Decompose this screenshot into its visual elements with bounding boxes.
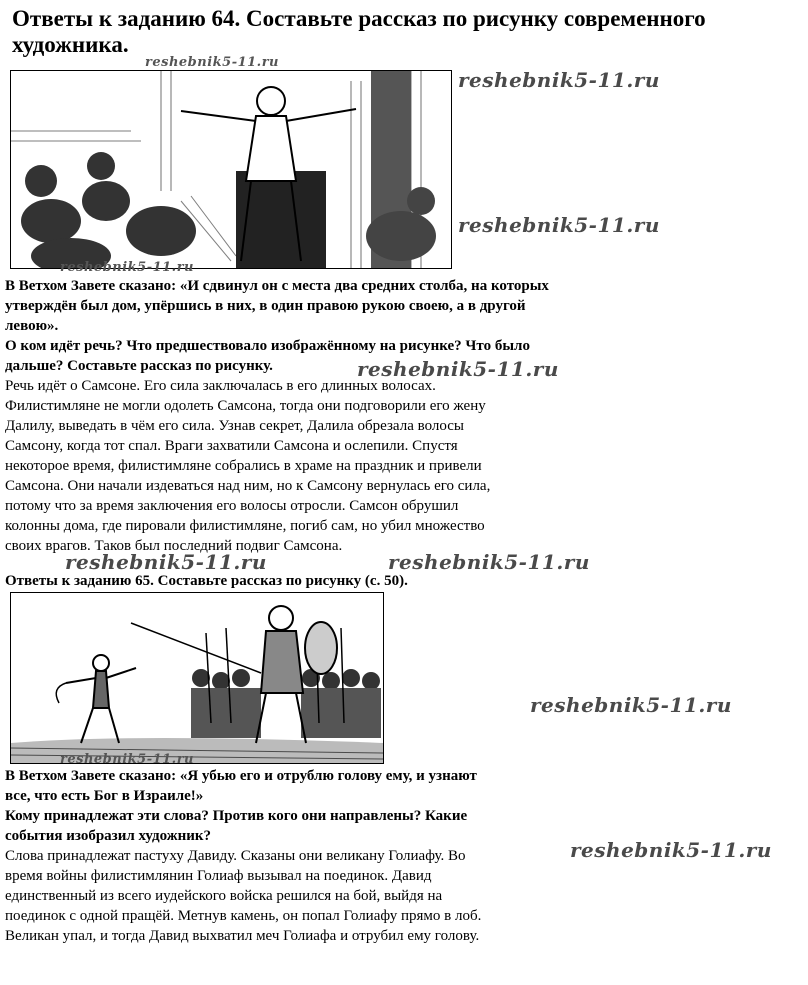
answer-line: некоторое время, филистимляне собрались в храме на праздник и привели (5, 458, 482, 474)
task64-questions: О ком идёт речь? Что предшествовало изображённому на рисунке? Что было дальше? Составьте рассказ по рисунку. (5, 338, 530, 374)
samson-illustration (10, 70, 452, 269)
task65-heading: Ответы к заданию 65. Составьте рассказ по рисунку (с. 50). (5, 573, 408, 589)
question-line: события изобразил художник? (5, 828, 212, 844)
watermark: reshebnik5-11.ru (357, 357, 559, 381)
answer-line: Самсона. Они начали издеваться над ним, но к Самсону вернулась его сила, (5, 478, 491, 494)
david-goliath-illustration (10, 592, 384, 764)
answer-line: Далилу, выведать в чём его сила. Узнав секрет, Далила обрезала волосы (5, 418, 464, 434)
david-goliath-drawing (11, 593, 383, 763)
watermark: reshebnik5-11.ru (60, 260, 195, 275)
watermark: reshebnik5-11.ru (458, 68, 660, 92)
page-title: Ответы к заданию 64. Составьте рассказ по рисунку современного художника. (12, 6, 706, 57)
answer-line: поединок с одной пращёй. Метнув камень, он попал Голиафу прямо в лоб. (5, 908, 482, 924)
task65-questions (5, 806, 565, 846)
samson-drawing (11, 71, 451, 268)
watermark: reshebnik5-11.ru (65, 550, 267, 574)
watermark: reshebnik5-11.ru (458, 213, 660, 237)
answer-line: Речь идёт о Самсоне. Его сила заключалась в его длинных волосах. (5, 378, 436, 394)
answer-line: колонны дома, где пировали филистимляне, погиб сам, но убил множество (5, 518, 485, 534)
answer-line: Филистимляне не могли одолеть Самсона, тогда они подговорили его жену (5, 398, 486, 414)
task65-answer (5, 846, 565, 946)
watermark: reshebnik5-11.ru (530, 693, 732, 717)
task64-quote: В Ветхом Завете сказано: «И сдвинул он с места два средних столба, на которых утверждён был дом, упёршись в них, в один правою рукою своею, а в другой левою». (5, 278, 549, 334)
watermark: reshebnik5-11.ru (145, 55, 280, 70)
watermark: reshebnik5-11.ru (60, 752, 195, 767)
task65-quote (5, 766, 565, 806)
answer-line: время войны филистимлянин Голиаф вызывал на поединок. Давид (5, 868, 432, 884)
answer-line: Самсону, когда тот спал. Враги захватили Самсона и ослепили. Спустя (5, 438, 458, 454)
watermark: reshebnik5-11.ru (570, 838, 772, 862)
answer-line: единственный из всего иудейского войска решился на бой, выйдя на (5, 888, 443, 904)
answer-line: потому что за время заключения его волосы отросли. Самсон обрушил (5, 498, 459, 514)
watermark: reshebnik5-11.ru (388, 550, 590, 574)
answer-line: Великан упал, и тогда Давид выхватил меч Голиафа и отрубил ему голову. (5, 928, 480, 944)
answer-line: Слова принадлежат пастуху Давиду. Сказаны они великану Голиафу. Во (5, 848, 466, 864)
quote-line: все, что есть Бог в Израиле!» (5, 788, 204, 804)
task64-answer (5, 376, 565, 556)
question-line: Кому принадлежат эти слова? Против кого они направлены? Какие (5, 808, 468, 824)
quote-line: В Ветхом Завете сказано: «Я убью его и отрублю голову ему, и узнают (5, 768, 477, 784)
answer-line: своих врагов. Таков был последний подвиг Самсона. (5, 538, 343, 554)
